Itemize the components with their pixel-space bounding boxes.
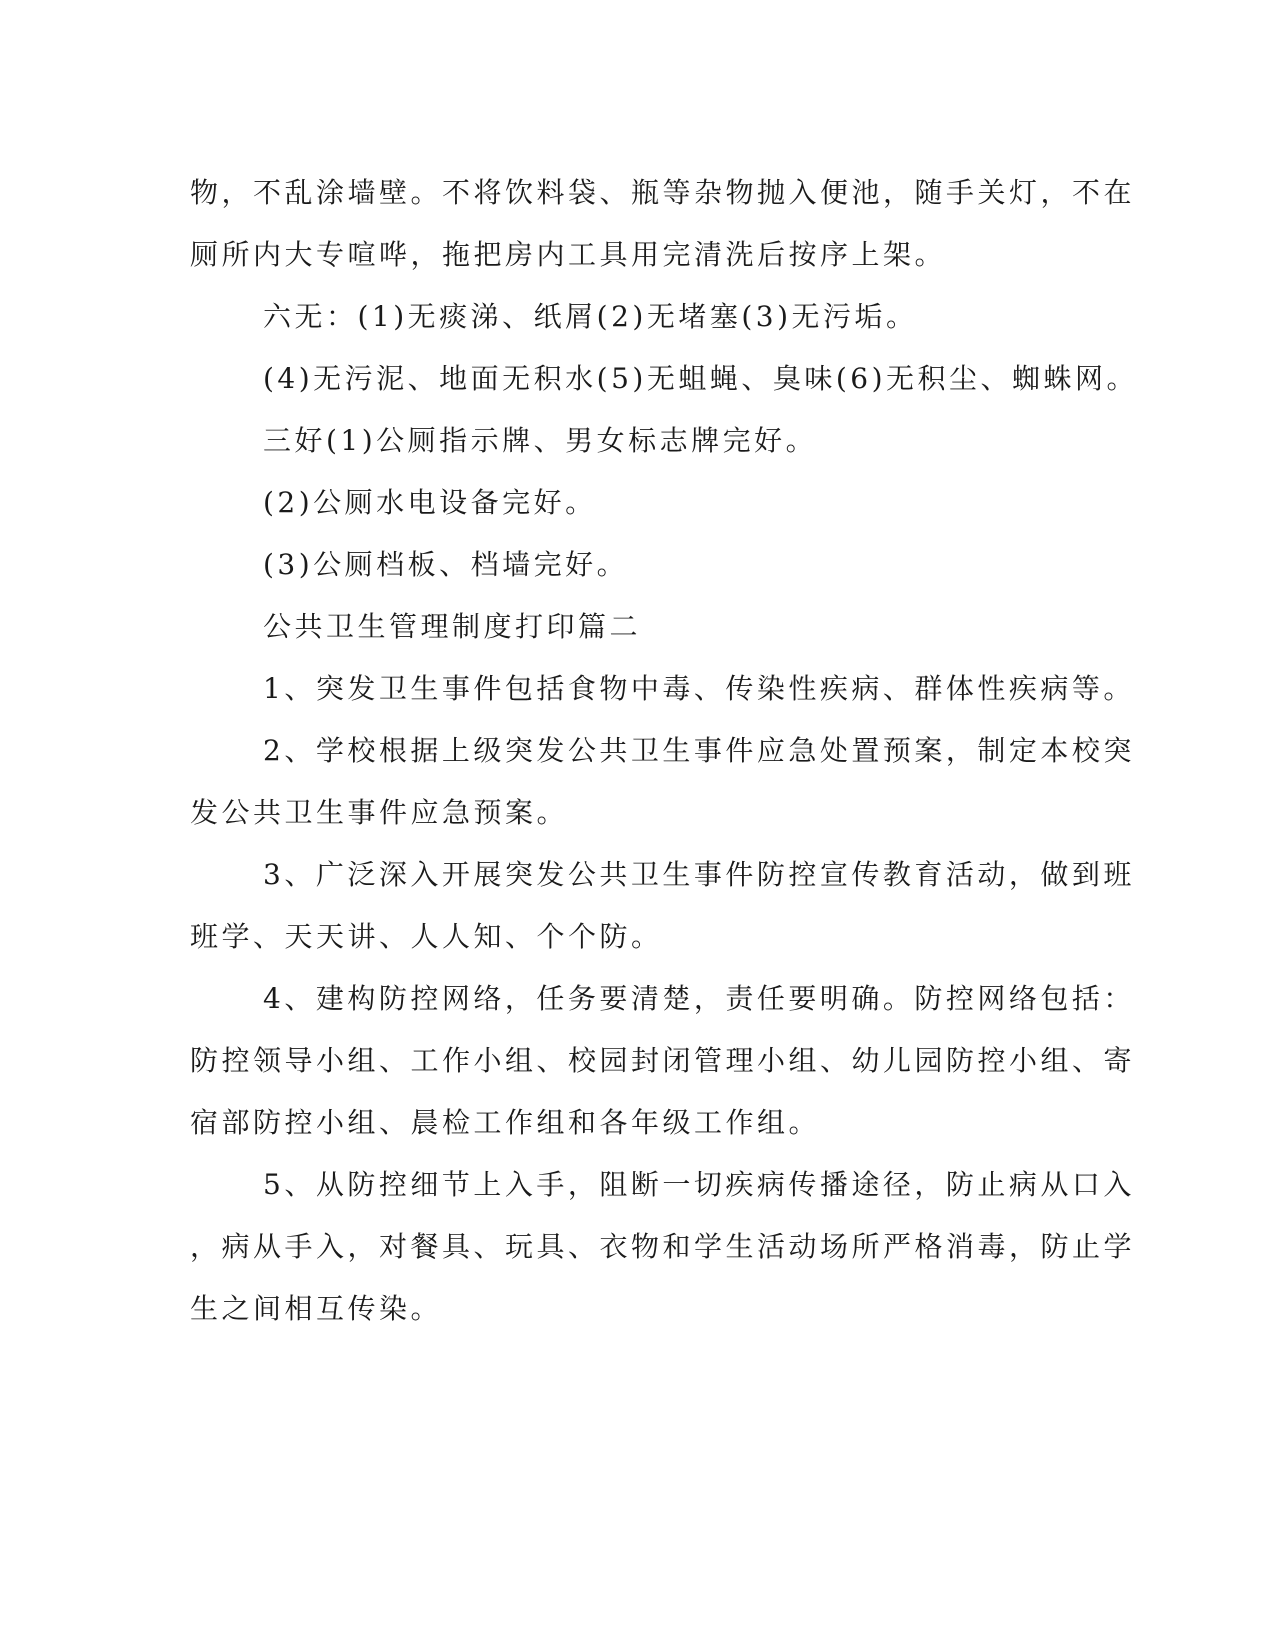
text-line: 宿部防控小组、晨检工作组和各年级工作组。 [190,1106,821,1139]
text-line: (3)公厕档板、档墙完好。 [263,548,629,581]
text-line: 生之间相互传染。 [190,1292,443,1325]
section-heading: 公共卫生管理制度打印篇二 [263,610,642,643]
text-line: ，病从手入，对餐具、玩具、衣物和学生活动场所严格消毒，防止学 [190,1230,1136,1263]
document-body [190,162,1138,1340]
text-line: 班学、天天讲、人人知、个个防。 [190,920,663,953]
text-line: 3、广泛深入开展突发公共卫生事件防控宣传教育活动，做到班 [263,858,1135,891]
text-line: 4、建构防控网络，任务要清楚，责任要明确。防控网络包括： [263,982,1135,1015]
text-line: 六无：(1)无痰涕、纸屑(2)无堵塞(3)无污垢。 [263,300,918,333]
text-line: 1、突发卫生事件包括食物中毒、传染性疾病、群体性疾病等。 [263,672,1135,705]
text-line: 厕所内大专喧哗，拖把房内工具用完清洗后按序上架。 [190,238,947,271]
text-line: 防控领导小组、工作小组、校园封闭管理小组、幼儿园防控小组、寄 [190,1044,1136,1077]
text-line: 三好(1)公厕指示牌、男女标志牌完好。 [263,424,818,457]
text-line: (4)无污泥、地面无积水(5)无蛆蝇、臭味(6)无积尘、蜘蛛网。 [263,362,1138,395]
text-line: 5、从防控细节上入手，阻断一切疾病传播途径，防止病从口入 [263,1168,1135,1201]
text-line: 发公共卫生事件应急预案。 [190,796,569,829]
text-line: 2、学校根据上级突发公共卫生事件应急处置预案，制定本校突 [263,734,1135,767]
text-line: 物，不乱涂墙壁。不将饮料袋、瓶等杂物抛入便池，随手关灯，不在 [190,176,1136,209]
text-line: (2)公厕水电设备完好。 [263,486,597,519]
